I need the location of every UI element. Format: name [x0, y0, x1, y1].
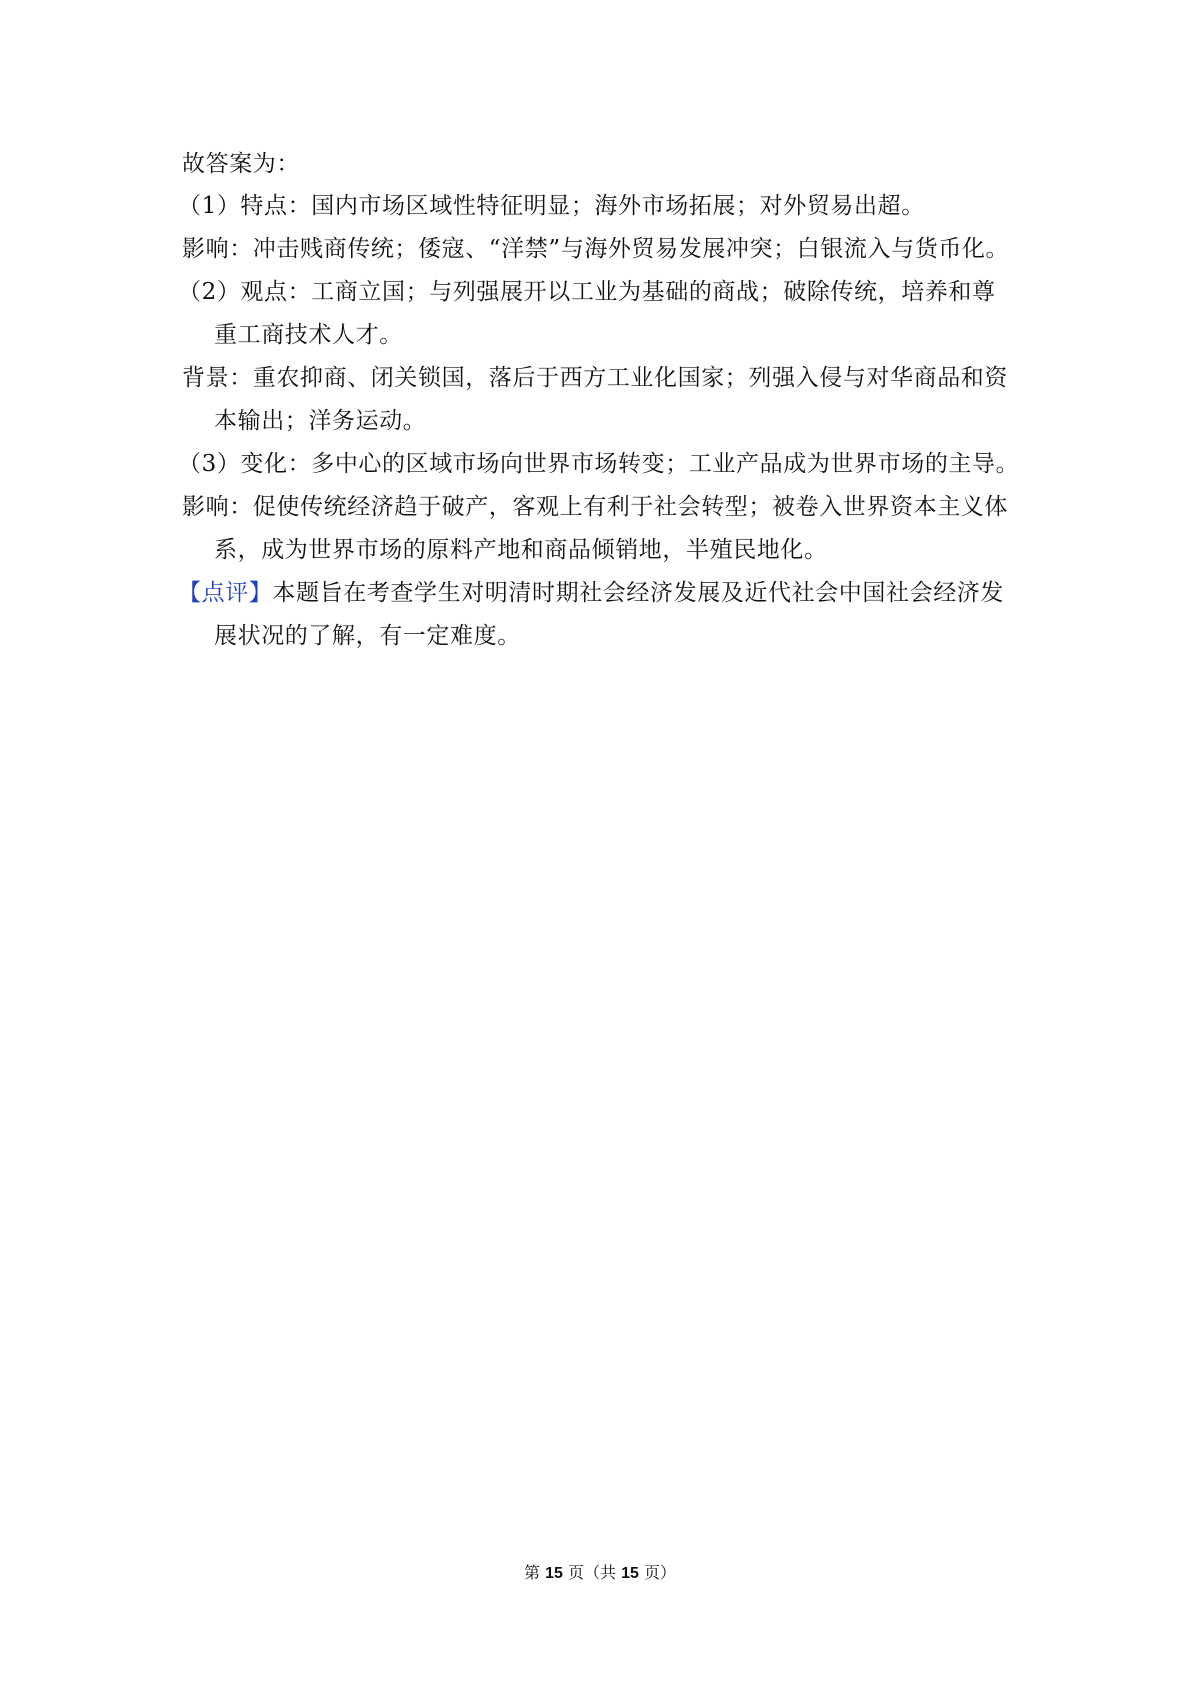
q1-impact: 影响：冲击贱商传统；倭寇、“洋禁”与海外贸易发展冲突；白银流入与货币化。 [182, 236, 1010, 262]
footer-mid: 页（共 [567, 1563, 616, 1582]
q3-change: （3）变化：多中心的区域市场向世界市场转变；工业产品成为世界市场的主导。 [178, 451, 1020, 477]
q1-characteristics: （1）特点：国内市场区域性特征明显；海外市场拓展；对外贸易出超。 [178, 193, 925, 219]
footer-total-pages: 15 [621, 1565, 639, 1582]
footer-prefix: 第 [523, 1563, 540, 1582]
comment-line-2: 展状况的了解，有一定难度。 [214, 623, 521, 649]
footer-suffix: 页） [643, 1563, 676, 1582]
q2-background-line-1: 背景：重农抑商、闭关锁国，落后于西方工业化国家；列强入侵与对华商品和资 [182, 365, 1008, 391]
page-footer [0, 1563, 1200, 1584]
comment-text-1: 本题旨在考查学生对明清时期社会经济发展及近代社会中国社会经济发 [272, 580, 1005, 606]
q2-viewpoint-line-1: （2）观点：工商立国；与列强展开以工业为基础的商战；破除传统，培养和尊 [178, 279, 996, 305]
q3-impact-line-1: 影响：促使传统经济趋于破产，客观上有利于社会转型；被卷入世界资本主义体 [182, 494, 1008, 520]
answer-intro: 故答案为： [182, 151, 300, 177]
comment-tag: 【点评】 [178, 580, 273, 606]
q3-impact-line-2: 系，成为世界市场的原料产地和商品倾销地，半殖民地化。 [214, 537, 828, 563]
comment-line-1 [178, 579, 1004, 607]
footer-page-number: 15 [545, 1565, 563, 1582]
q2-background-line-2: 本输出；洋务运动。 [214, 408, 427, 434]
q2-viewpoint-line-2: 重工商技术人才。 [214, 322, 403, 348]
